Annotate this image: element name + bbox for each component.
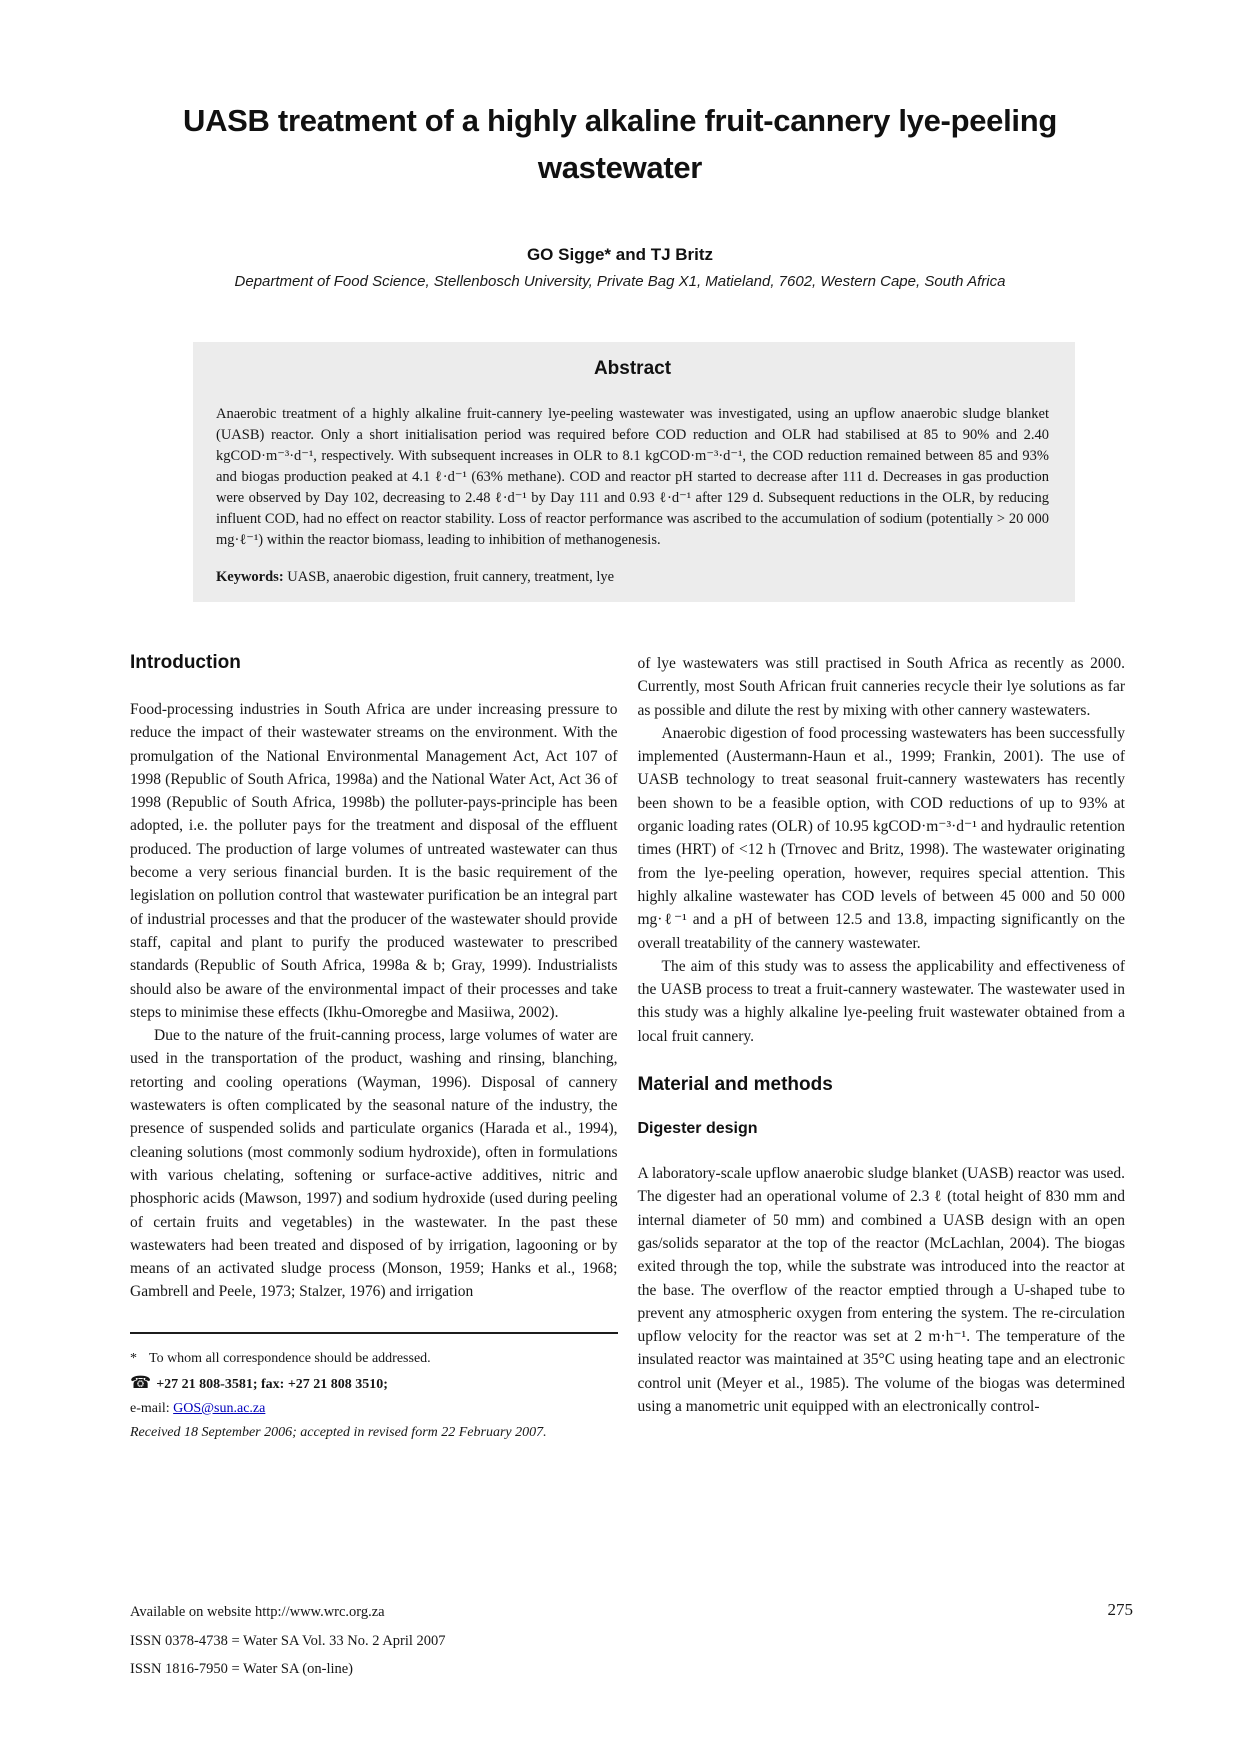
email-link[interactable]: GOS@sun.ac.za — [173, 1400, 266, 1416]
page-footer — [130, 1598, 1133, 1684]
authors: GO Sigge* and TJ Britz — [526, 245, 714, 264]
introduction-heading: Introduction — [130, 652, 241, 673]
footnote-asterisk: * — [130, 1350, 137, 1366]
abstract-section — [193, 342, 1075, 602]
footnote-correspondence — [130, 1347, 618, 1371]
correspondence-footnote — [130, 1332, 618, 1445]
footnote-email — [130, 1397, 618, 1421]
paragraph: A laboratory-scale upflow anaerobic sludge blanket (UASB) reactor was used. The digester had an operational volume of 2.3 ℓ (total height of 830 mm and internal diameter of 50 mm) and combined a UASB design with an open gas/solids separator at the top of the reactor (McLachlan, 2004). The biogas exited through the top, while the substrate was introduced into the reactor at the base. The overflow of the reactor emptied through a U-shaped tube to prevent any atmospheric oxygen from entering the system. The re-circulation upflow velocity for the reactor was set at 2 m·h⁻¹. The temperature of the insulated reactor was maintained at 35°C using heating tape and an electronic control unit (Meyer et al., 1985). The volume of the biogas was determined using a manometric unit equipped with an electronically control- — [637, 1165, 1125, 1416]
right-column — [638, 652, 1126, 1445]
footer-issn-online: ISSN 1816-7950 = Water SA (on-line) — [130, 1661, 354, 1677]
footnote-phone — [130, 1371, 618, 1397]
paragraph: The aim of this study was to assess the applicability and effectiveness of the UASB process to treat a fruit-cannery wastewater. The wastewater used in this study was a highly alkaline lye-peeling fruit wastewater obtained from a local fruit cannery. — [637, 957, 1125, 1045]
phone-fax-text: +27 21 808-3581; fax: +27 21 808 3510; — [156, 1376, 388, 1392]
page-number: 275 — [1107, 1600, 1133, 1619]
phone-icon: ☎ — [130, 1372, 152, 1392]
email-label: e-mail: — [130, 1400, 174, 1416]
paragraph: Food-processing industries in South Africa are under increasing pressure to reduce the impact of their wastewater streams on the environment. With the promulgation of the National Environmental Management Act, Act 107 of 1998 (Republic of South Africa, 1998a) and the National Water Act, Act 36 of 1998 (Republic of South Africa, 1998b) the polluter-pays-principle has been adopted, i.e. the polluter pays for the treatment and disposal of the effluent produced. The production of large volumes of untreated wastewater can thus become a very serious financial burden. It is the basic requirement of the legislation on pollution control that wastewater purification be an integral part of industrial processes and that the producer of the wastewater should provide staff, capital and plant to purify the produced wastewater to prescribed standards (Republic of South Africa, 1998a & b; Gray, 1999). Industrialists should also be aware of the environmental impact of their processes and take steps to minimise these effects (Ikhu-Omoregbe and Masiiwa, 2002). — [130, 701, 618, 1021]
received-dates: Received 18 September 2006; accepted in revised form 22 February 2007. — [130, 1424, 547, 1440]
paragraph: of lye wastewaters was still practised in South Africa as recently as 2000. Currently, most South African fruit canneries recycle their lye solutions as far as possible and dilute the rest by mixing with other cannery wastewaters. — [637, 655, 1125, 719]
paragraph: Due to the nature of the fruit-canning process, large volumes of water are used in the transportation of the product, washing and rinsing, blanching, retorting and cooling operations (Wayman, 1996). Disposal of cannery wastewaters is often complicated by the seasonal nature of the industry, the presence of suspended solids and particulate organics (Harada et al., 1994), cleaning solutions (most commonly sodium hydroxide), often in formulations with various chelating, softening or surface-active additives, nitric and phosphoric acids (Mawson, 1997) and sodium hydroxide (used during peeling of certain fruits and vegetables) in the wastewater. In the past these wastewaters had been treated and disposed of by irrigation, lagooning or by means of an activated sludge process (Monson, 1959; Hanks et al., 1968; Gambrell and Peele, 1973; Stalzer, 1976) and irrigation — [130, 1027, 618, 1301]
abstract-heading: Abstract — [593, 358, 672, 379]
affiliation: Department of Food Science, Stellenbosch University, Private Bag X1, Matieland, 7602, Western Cape, South Africa — [234, 273, 1006, 290]
paragraph: Anaerobic digestion of food processing wastewaters has been successfully implemented (Austermann-Haun et al., 1999; Frankin, 2001). The use of UASB technology to treat seasonal fruit-cannery wastewaters has recently been shown to be a feasible option, with COD reductions of up to 93% at organic loading rates (OLR) of 10.95 kgCOD·m⁻³·d⁻¹ and hydraulic retention times (HRT) of <12 h (Trnovec and Britz, 1998). The wastewater originating from the lye-peeling operation, however, requires special attention. This highly alkaline wastewater has COD levels of between 45 000 and 50 000 mg·ℓ⁻¹ and a pH of between 12.5 and 13.8, impacting significantly on the overall treatability of the cannery wastewater. — [637, 724, 1125, 952]
article-body — [130, 652, 1125, 1445]
footnote-correspondence-text: To whom all correspondence should be addressed. — [149, 1350, 431, 1366]
digester-design-heading: Digester design — [637, 1120, 758, 1138]
abstract-body: Anaerobic treatment of a highly alkaline fruit-cannery lye-peeling wastewater was investigated, using an upflow anaerobic sludge blanket (UASB) reactor. Only a short initialisation period was required before COD reduction and OLR had stabilised at 85 to 90% and 2.40 kgCOD·m⁻³·d⁻¹, respectively. With subsequent increases in OLR to 8.1 kgCOD·m⁻³·d⁻¹, the COD reduction remained between 85 and 93% and biogas production peaked at 4.1 ℓ·d⁻¹ (63% methane). COD and reactor pH started to decrease after 111 d. Decreases in gas production were observed by Day 102, decreasing to 2.48 ℓ·d⁻¹ by Day 111 and 0.93 ℓ·d⁻¹ after 129 d. Subsequent reductions in the OLR, by reducing influent COD, had no effect on reactor stability. Loss of reactor performance was ascribed to the accumulation of sodium (potentially > 20 000 mg·ℓ⁻¹) within the reactor biomass, leading to inhibition of methanogenesis. — [216, 406, 1049, 548]
left-column — [130, 652, 618, 1445]
footer-issn-print: ISSN 0378-4738 = Water SA Vol. 33 No. 2 April 2007 — [130, 1632, 446, 1649]
paper-title: UASB treatment of a highly alkaline fruit-cannery lye-peeling wastewater — [182, 103, 1057, 185]
footer-info — [130, 1598, 446, 1684]
footer-website: Available on website http://www.wrc.org.za — [130, 1604, 385, 1620]
keywords-list: UASB, anaerobic digestion, fruit cannery, treatment, lye — [283, 569, 615, 585]
keywords-label: Keywords: — [216, 569, 284, 585]
materials-methods-heading: Material and methods — [637, 1074, 833, 1096]
keywords-line — [216, 567, 1049, 588]
